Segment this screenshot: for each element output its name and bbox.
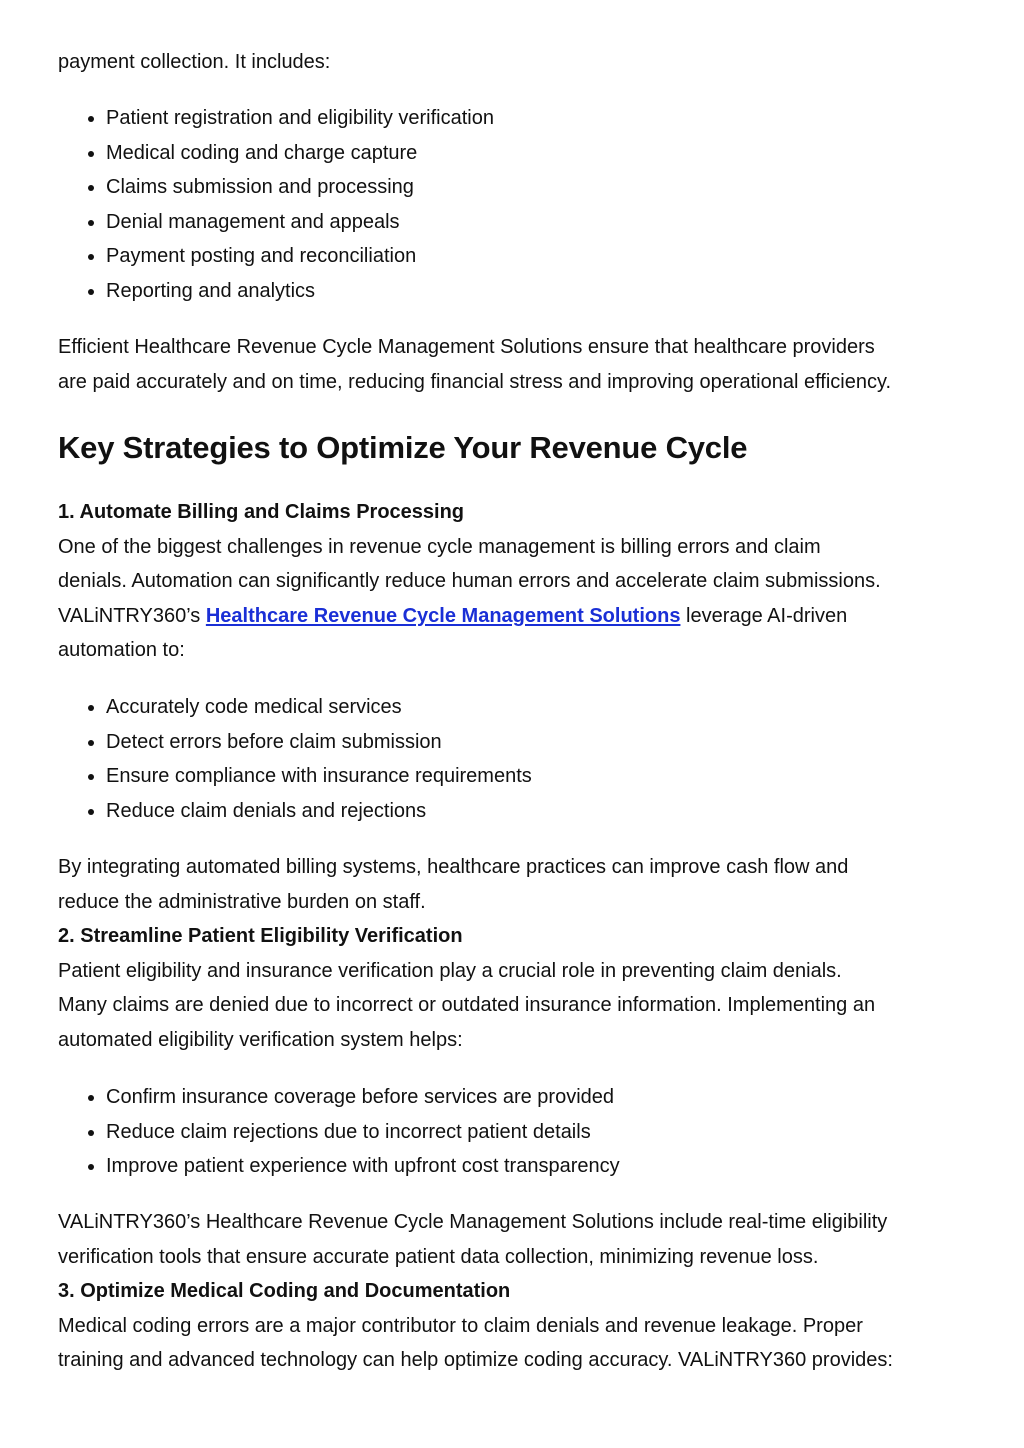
paragraph-line: verification tools that ensure accurate patient data collection, minimizing revenue loss. [58, 1245, 819, 1268]
paragraph-line-with-link [58, 599, 881, 634]
list-item: Medical coding and charge capture [58, 136, 494, 171]
paragraph-line: reduce the administrative burden on staff. [58, 890, 426, 913]
strategy-2-heading: 2. Streamline Patient Eligibility Verification [58, 925, 463, 948]
strategy-1-block [58, 495, 881, 668]
link-prefix: VALiNTRY360’s [58, 604, 206, 627]
rcm-solutions-link[interactable]: Healthcare Revenue Cycle Management Solutions [205, 604, 681, 627]
link-suffix: leverage AI-driven [680, 604, 848, 627]
strategy-1-heading: 1. Automate Billing and Claims Processing [58, 501, 465, 523]
list-item: Payment posting and reconciliation [58, 239, 494, 274]
paragraph-line: VALiNTRY360’s Healthcare Revenue Cycle Management Solutions include real-time eligibility [58, 1211, 888, 1233]
list-item: Claims submission and processing [58, 170, 494, 205]
list-item: Reporting and analytics [58, 274, 494, 309]
rcm-components-list [58, 101, 494, 309]
list-item: Denial management and appeals [58, 205, 494, 240]
list-item: Improve patient experience with upfront cost transparency [58, 1149, 620, 1184]
paragraph-line: By integrating automated billing systems, healthcare practices can improve cash flow and [58, 856, 849, 878]
automation-benefits-list [58, 690, 532, 828]
paragraph-line: One of the biggest challenges in revenue cycle management is billing errors and claim [58, 535, 821, 558]
list-item: Confirm insurance coverage before services are provided [58, 1080, 620, 1115]
paragraph-line: denials. Automation can significantly reduce human errors and accelerate claim submissions. [58, 570, 881, 593]
list-item: Reduce claim denials and rejections [58, 794, 532, 829]
paragraph-line: automation to: [58, 639, 185, 662]
paragraph-line: Efficient Healthcare Revenue Cycle Management Solutions ensure that healthcare providers [58, 336, 875, 358]
section-heading: Key Strategies to Optimize Your Revenue Cycle [58, 430, 748, 465]
intro-text: payment collection. It includes: [58, 51, 331, 73]
paragraph-line: Many claims are denied due to incorrect or outdated insurance information. Implementing an [58, 994, 876, 1017]
paragraph-line: training and advanced technology can help optimize coding accuracy. VALiNTRY360 provides: [58, 1349, 893, 1372]
list-item: Detect errors before claim submission [58, 725, 532, 760]
paragraph-line: Patient eligibility and insurance verification play a crucial role in preventing claim denials. [58, 959, 842, 982]
strategy-1-closing [58, 850, 875, 1058]
paragraph-line: automated eligibility verification system helps: [58, 1028, 463, 1051]
eligibility-benefits-list [58, 1080, 620, 1184]
strategy-2-closing [58, 1205, 893, 1378]
strategy-3-heading: 3. Optimize Medical Coding and Documentation [58, 1280, 511, 1303]
list-item: Accurately code medical services [58, 690, 532, 725]
paragraph-line: are paid accurately and on time, reducing financial stress and improving operational efficiency. [58, 370, 892, 393]
list-item: Reduce claim rejections due to incorrect patient details [58, 1115, 620, 1150]
paragraph-line: Medical coding errors are a major contributor to claim denials and revenue leakage. Proper [58, 1314, 863, 1337]
efficient-paragraph [58, 330, 891, 399]
list-item: Patient registration and eligibility verification [58, 101, 494, 136]
list-item: Ensure compliance with insurance requirements [58, 759, 532, 794]
